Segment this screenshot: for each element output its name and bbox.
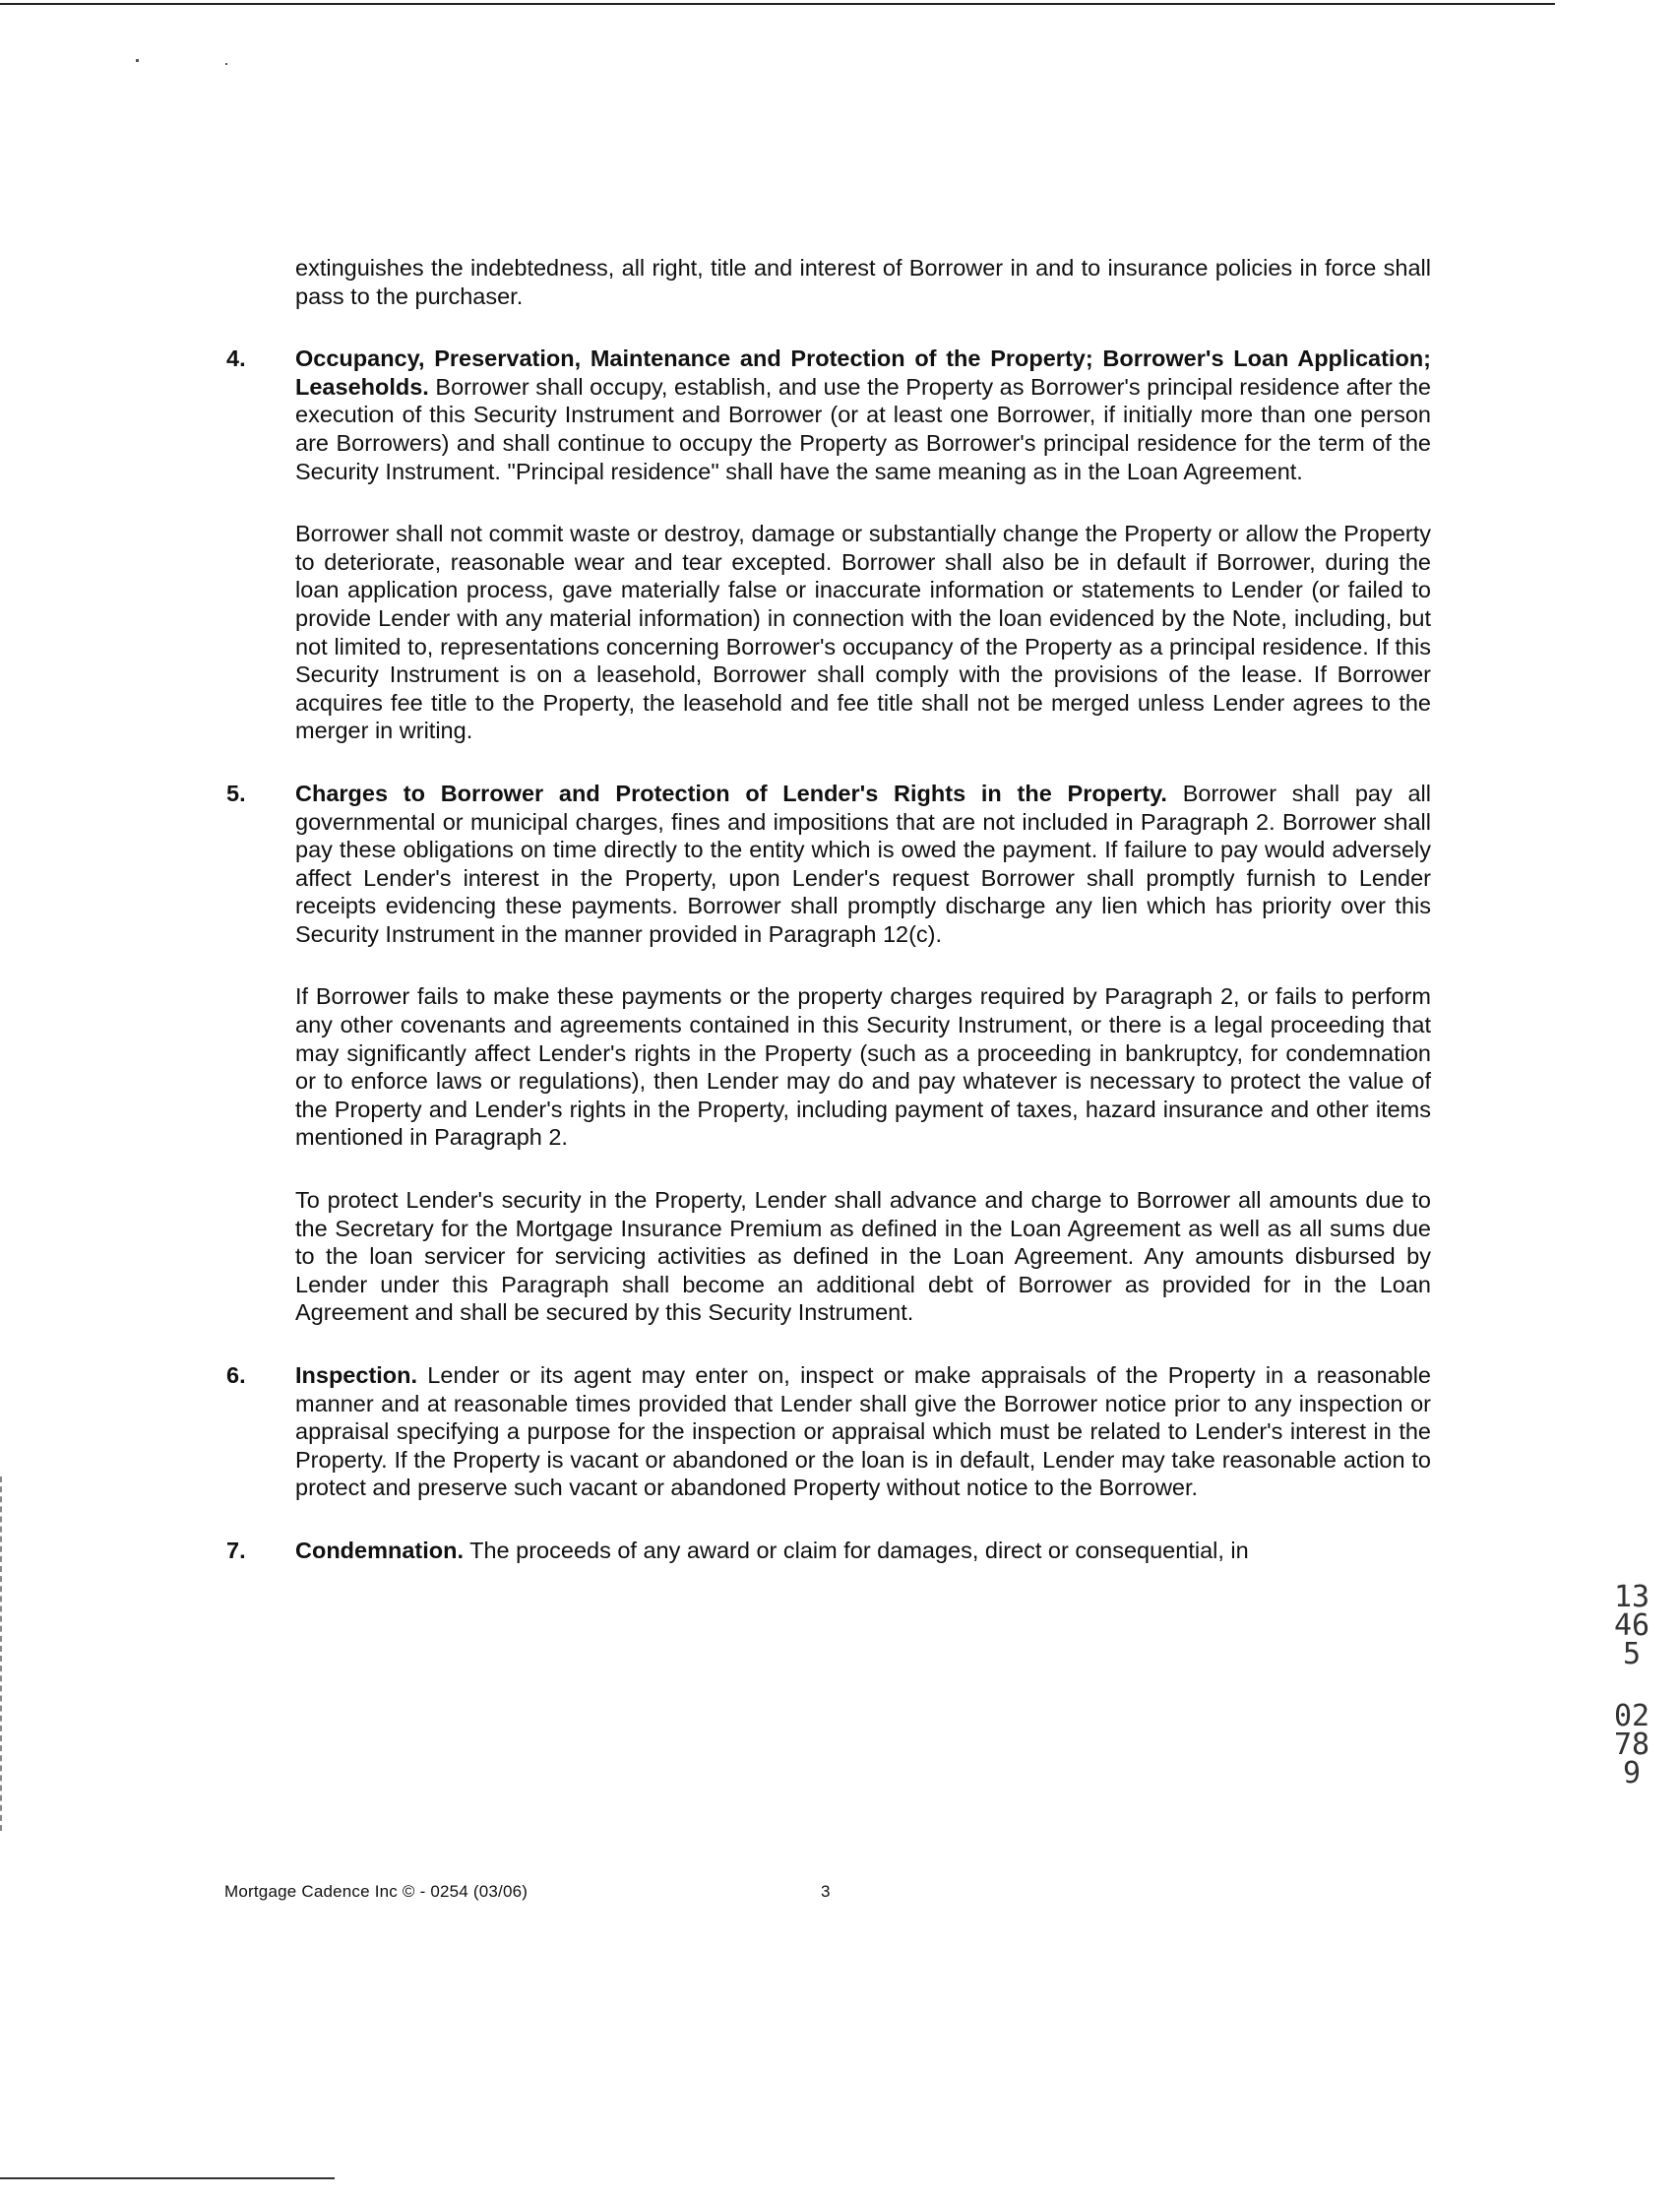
section-number: 4. <box>226 346 246 372</box>
section-paragraph <box>295 345 1431 485</box>
section-heading: Inspection. <box>295 1362 418 1388</box>
scan-speck <box>225 63 227 65</box>
section-paragraph: To protect Lender's security in the Property, Lender shall advance and charge to Borrower all amounts due to the Secretary for the Mortgage Insurance Premium as defined in the Loan Agreement as well as all sums due to the loan servicer for servicing activities as defined in the Loan Agreement. Any amounts disbursed by Lender under this Paragraph shall become an additional debt of Borrower as provided for in the Loan Agreement and shall be secured by this Security Instrument. <box>295 1187 1431 1326</box>
section-paragraph: If Borrower fails to make these payments or the property charges required by Paragraph 2, or fails to perform any other covenants and agreements contained in this Security Instrument, or there is a legal proceeding that may significantly affect Lender's rights in the Property (such as a proceeding in bankruptcy, for condemnation or to enforce laws or regulations), then Lender may do and pay whatever is necessary to protect the value of the Property and Lender's rights in the Property, including payment of taxes, hazard insurance and other items mentioned in Paragraph 2. <box>295 983 1431 1151</box>
form-identifier: Mortgage Cadence Inc © - 0254 (03/06) <box>224 1882 529 1901</box>
scan-speck <box>136 59 139 62</box>
scan-edge-bottom <box>0 2177 335 2179</box>
section-paragraph: Borrower shall not commit waste or destroy, damage or substantially change the Property or allow the Property to deteriorate, reasonable wear and tear excepted. Borrower shall also be in default if Borrower, during the loan application process, gave materially false or inaccurate information or statements to Lender (or failed to provide Lender with any material information) in connection with the loan evidenced by the Note, including, but not limited to, representations concerning Borrower's occupancy of the Property as a principal residence. If this Security Instrument is on a leasehold, Borrower shall comply with the provisions of the lease. If Borrower acquires fee title to the Property, the leasehold and fee title shall not be merged unless Lender agrees to the merger in writing. <box>295 521 1431 744</box>
scan-edge-top <box>0 3 1555 5</box>
section-text: The proceeds of any award or claim for damages, direct or consequential, in <box>464 1537 1249 1563</box>
bates-stamp-part: 02789 <box>1613 1699 1650 1791</box>
section-paragraph <box>295 780 1431 949</box>
page-number: 3 <box>821 1882 831 1901</box>
section-text: Lender or its agent may enter on, inspect or make appraisals of the Property in a reasonable manner and at reasonable times provided that Lender shall give the Borrower notice prior to any inspection or appraisal specifying a purpose for the inspection or appraisal which must be related to Lender's interest in the Property. If the Property is vacant or abandoned or the loan is in default, Lender may take reasonable action to protect and preserve such vacant or abandoned Property without notice to the Borrower. <box>295 1362 1431 1501</box>
bates-stamp-part: 13465 <box>1613 1580 1650 1671</box>
section-paragraph <box>295 1361 1431 1502</box>
section-number: 7. <box>226 1537 246 1563</box>
section-number: 5. <box>226 780 246 806</box>
section-heading: Charges to Borrower and Protection of Lender's Rights in the Property. <box>295 780 1167 806</box>
section-number: 6. <box>226 1362 246 1388</box>
section-4 <box>226 345 1431 745</box>
bates-stamp <box>1612 1580 1651 1791</box>
section-5 <box>226 780 1431 1327</box>
continuation-paragraph: extinguishes the indebtedness, all right, title and interest of Borrower in and to insurance policies in force shall pass to the purchaser. <box>295 255 1431 309</box>
section-heading: Occupancy, Preservation, Maintenance and Protection of the Property; Borrower's Loan Application; Leaseholds. <box>295 346 1431 400</box>
section-6 <box>226 1361 1431 1502</box>
section-7 <box>226 1537 1431 1565</box>
scan-edge-left <box>0 1476 2 1831</box>
section-text: Borrower shall occupy, establish, and use the Property as Borrower's principal residence after the execution of this Security Instrument and Borrower (or at least one Borrower, if initially more than one person are Borrowers) and shall continue to occupy the Property as Borrower's principal residence for the term of the Security Instrument. "Principal residence" shall have the same meaning as in the Loan Agreement. <box>295 373 1431 484</box>
section-heading: Condemnation. <box>295 1537 465 1563</box>
section-paragraph <box>295 1537 1431 1565</box>
section-text: Borrower shall pay all governmental or municipal charges, fines and impositions that are not included in Paragraph 2. Borrower shall pay these obligations on time directly to the entity which is owed the payment. If failure to pay would adversely affect Lender's interest in the Property, upon Lender's request Borrower shall promptly furnish to Lender receipts evidencing these payments. Borrower shall promptly discharge any lien which has priority over this Security Instrument in the manner provided in Paragraph 12(c). <box>295 780 1431 947</box>
document-body <box>226 254 1431 1565</box>
